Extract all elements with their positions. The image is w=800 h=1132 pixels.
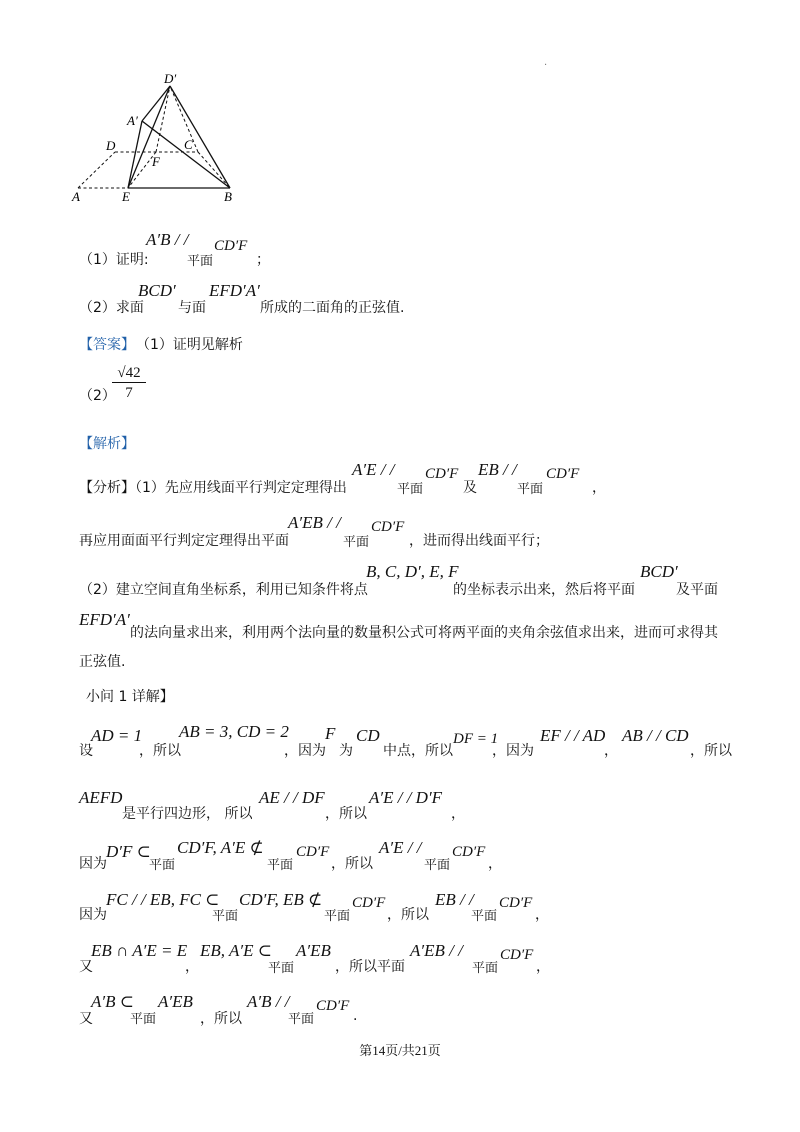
fraction-numerator: √42 <box>112 364 146 383</box>
label-b: B <box>224 189 232 204</box>
detail-l1-m3: F <box>325 724 336 743</box>
label-d: D <box>106 138 116 153</box>
detail-l6-t1: ，所以 <box>200 1011 242 1027</box>
detail-l6-t0: 又 <box>79 1011 93 1027</box>
detail-l2-t1: 是平行四边形， 所以 <box>122 806 253 822</box>
label-f: F <box>152 154 160 169</box>
analysis-p2-text: 再应用面面平行判定定理得出平面 <box>79 533 289 549</box>
analysis-p3-text-2: 的坐标表示出来，然后将平面 <box>453 582 635 598</box>
answer-2-number: （2） <box>79 388 116 404</box>
detail-l4-m4: EB / / <box>435 890 474 909</box>
detail-l1-m7: AB / / CD <box>622 726 689 745</box>
analysis-p2-math-2: CD′F <box>371 519 405 535</box>
detail-l1-m6: EF / / AD <box>540 726 606 745</box>
detail-l5-t2: ，所以平面 <box>335 959 405 975</box>
analysis-p5-text: 正弦值. <box>79 654 126 670</box>
detail-l5-m5: CD′F <box>500 947 534 963</box>
fraction-denominator: 7 <box>125 385 133 401</box>
detail-l6-m4: CD′F <box>316 998 350 1014</box>
detail-l4-m2: CD′F, EB ⊄ <box>239 890 323 909</box>
analysis-p4-math-1: EFD′A′ <box>79 610 130 629</box>
analysis-p3-text: （2）建立空间直角坐标系，利用已知条件将点 <box>79 582 368 598</box>
answer-fraction <box>112 364 146 403</box>
detail-l4-t1: ，所以 <box>387 907 429 923</box>
page-footer: 第14页/共21页 <box>359 1043 441 1058</box>
stray-dot: · <box>544 60 548 71</box>
analysis-p3-math-2: BCD′ <box>640 562 678 581</box>
q1-plane: 平面 <box>187 254 214 269</box>
analysis-p2-math-1: A′EB / / <box>288 513 341 532</box>
detail-l3-s1: 平面 <box>149 858 176 873</box>
detail-l4-s2: 平面 <box>324 909 351 924</box>
detail-l3-s3: 平面 <box>424 858 451 873</box>
label-e: E <box>122 189 130 204</box>
detail-l4-m5: CD′F <box>499 895 533 911</box>
analysis-p1-text: 【分析】（1）先应用线面平行判定定理得出 <box>79 480 347 496</box>
detail-l5-s1: 平面 <box>268 961 295 976</box>
detail-l3-m5: CD′F <box>452 844 486 860</box>
detail-l5-m1: EB ∩ A′E = E <box>91 941 188 960</box>
detail-l5-s2: 平面 <box>472 961 499 976</box>
analysis-p1-and: 及 <box>463 480 477 496</box>
detail-l3-m1: D′F ⊂ <box>106 842 151 861</box>
analysis-p1-math-1: A′E / / <box>352 460 395 479</box>
q2-math-1: BCD′ <box>138 281 176 300</box>
detail-l1-t3: 为 <box>339 743 353 759</box>
detail-l3-t2: ， <box>488 856 502 872</box>
q2-math-2: EFD′A′ <box>209 281 260 300</box>
detail-l6-m3: A′B / / <box>247 992 290 1011</box>
detail-l4-s1: 平面 <box>212 909 239 924</box>
detail-l3-t0: 因为 <box>79 856 107 872</box>
detail-l2-t2: ，所以 <box>325 806 367 822</box>
answer-tag: 【答案】 <box>79 337 135 353</box>
detail-l4-t0: 因为 <box>79 907 107 923</box>
detail-l1-t1: ，所以 <box>139 743 181 759</box>
analysis-p1-plane-1: 平面 <box>397 482 424 497</box>
detail-l2-m2: AE / / DF <box>259 788 325 807</box>
detail-l6-m1: A′B ⊂ <box>91 992 134 1011</box>
detail-l4-m3: CD′F <box>352 895 386 911</box>
detail-l3-t1: ，所以 <box>331 856 373 872</box>
analysis-p1-plane-2: 平面 <box>517 482 544 497</box>
label-d-prime: D′ <box>164 71 177 86</box>
detail-l5-t1: ， <box>185 959 199 975</box>
detail-l6-s2: 平面 <box>288 1012 315 1027</box>
q2-number: （2）求面 <box>79 300 144 316</box>
detail-l1-t2: ，因为 <box>284 743 326 759</box>
analysis-p1-math-2: CD′F <box>425 466 459 482</box>
detail-l3-m2: CD′F, A′E ⊄ <box>177 838 264 857</box>
detail-l1-t5: ，因为 <box>492 743 534 759</box>
detail-l6-t2: . <box>353 1008 358 1024</box>
q1-math-2: CD′F <box>214 238 248 254</box>
detail-l5-m2: EB, A′E ⊂ <box>200 941 272 960</box>
detail-l6-s1: 平面 <box>130 1012 157 1027</box>
analysis-p2-tail: ，进而得出线面平行； <box>409 533 549 549</box>
analysis-p3-math-1: B, C, D′, E, F <box>366 562 459 581</box>
detail-l1-m5: DF = 1 <box>453 731 499 747</box>
detail-l1-t7: ，所以 <box>690 743 732 759</box>
analysis-p1-math-4: CD′F <box>546 466 580 482</box>
detail-l2-m1: AEFD <box>79 788 123 807</box>
detail-l1-t6: ， <box>604 743 618 759</box>
detail-l1-m2: AB = 3, CD = 2 <box>179 722 289 741</box>
geometry-figure <box>60 70 250 210</box>
detail-l1-m1: AD = 1 <box>91 726 143 745</box>
q1-math-1: A′B / / <box>146 230 189 249</box>
label-a: A <box>72 189 80 204</box>
detail-l2-t3: ， <box>451 806 465 822</box>
analysis-p4-text: 的法向量求出来，利用两个法向量的数量积公式可将两平面的夹角余弦值求出来，进而可求得其 <box>130 625 718 641</box>
detail-l1-m4: CD <box>356 726 380 745</box>
detail-l3-m3: CD′F <box>296 844 330 860</box>
detail-l4-m1: FC / / EB, FC ⊂ <box>106 890 220 909</box>
detail-l4-t2: ， <box>535 907 549 923</box>
analysis-p1-math-3: EB / / <box>478 460 517 479</box>
q1-tail: ； <box>256 252 270 268</box>
detail-l6-m2: A′EB <box>158 992 193 1011</box>
q2-text-1: 与面 <box>178 300 206 316</box>
detail-l4-s3: 平面 <box>471 909 498 924</box>
q2-tail: 所成的二面角的正弦值. <box>260 300 405 316</box>
analysis-p3-tail: 及平面 <box>676 582 718 598</box>
q1-number: （1）证明: <box>79 252 149 268</box>
detail-l5-m4: A′EB / / <box>410 941 463 960</box>
detail-l3-m4: A′E / / <box>379 838 422 857</box>
detail-l5-m3: A′EB <box>296 941 331 960</box>
detail-heading: 小问 1 详解】 <box>86 689 174 705</box>
detail-l2-m3: A′E / / D′F <box>369 788 443 807</box>
detail-l5-t0: 又 <box>79 959 93 975</box>
answer-1: （1）证明见解析 <box>136 337 243 353</box>
analysis-p2-plane: 平面 <box>343 535 370 550</box>
analysis-p1-tail: ， <box>592 480 606 496</box>
analysis-tag: 【解析】 <box>79 436 135 452</box>
detail-l3-s2: 平面 <box>267 858 294 873</box>
detail-l1-t0: 设 <box>79 743 93 759</box>
detail-l1-t4: 中点，所以 <box>383 743 453 759</box>
detail-l5-t3: ， <box>536 959 550 975</box>
label-a-prime: A′ <box>127 113 138 128</box>
label-c: C <box>184 137 193 152</box>
